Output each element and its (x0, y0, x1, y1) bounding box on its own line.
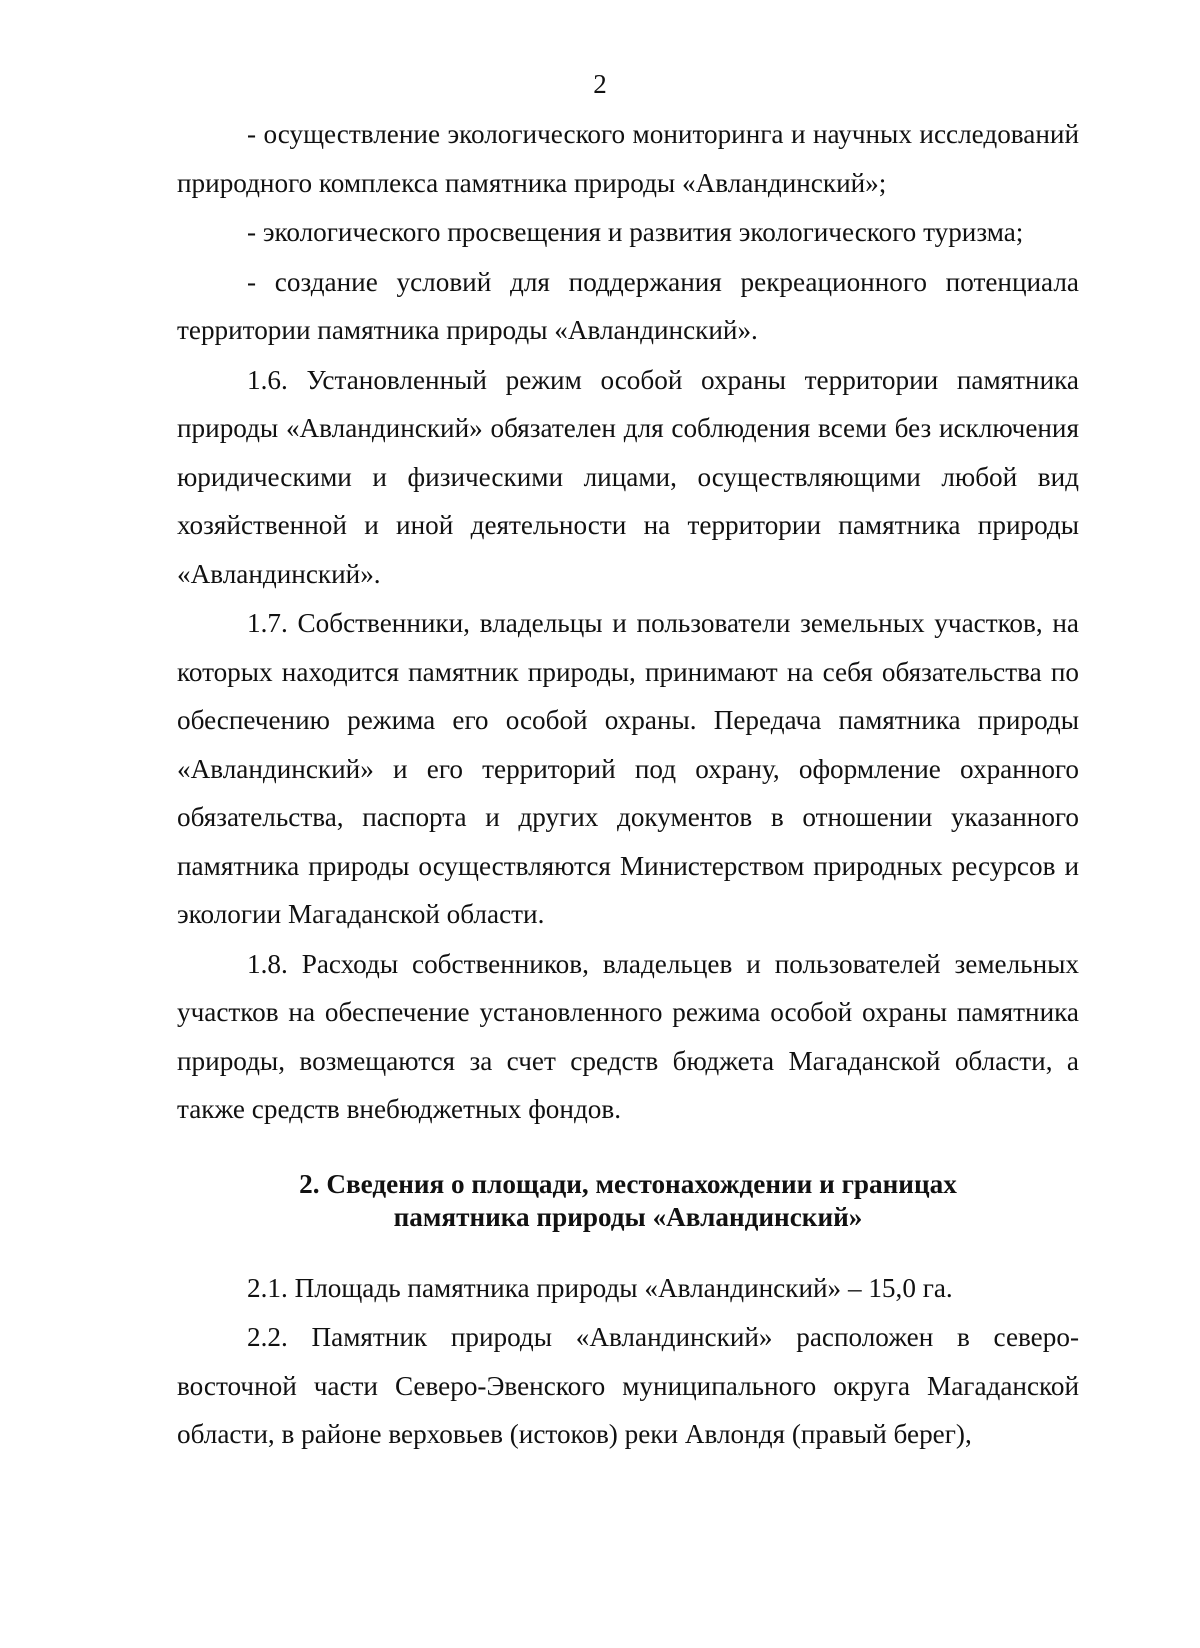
page-number: 2 (593, 69, 607, 99)
section-2-heading (177, 1168, 1079, 1234)
paragraph-1-7: 1.7. Собственники, владельцы и пользователи земельных участков, на которых находится памятник природы, принимают на себя обязательства по обеспечению режима его особой охраны. Передача памятника природы «Авландинский» и его территорий под охрану, оформление охранного обязательства, паспорта и других документов в отношении указанного памятника природы осуществляются Министерством природных ресурсов и экологии Магаданской области. (177, 608, 1079, 929)
paragraph-2-1: 2.1. Площадь памятника природы «Авландинский» – 15,0 га. (247, 1272, 953, 1303)
section-2-heading-line-1: 2. Сведения о площади, местонахождении и границах (299, 1168, 957, 1199)
paragraph-education: - экологического просвещения и развития экологического туризма; (247, 217, 1024, 247)
section-2-heading-line-2: памятника природы «Авландинский» (393, 1201, 863, 1232)
paragraph-recreation: - создание условий для поддержания рекреационного потенциала территории памятника природы «Авландинский». (177, 266, 1079, 345)
paragraph-1-6: 1.6. Установленный режим особой охраны территории памятника природы «Авландинский» обязателен для соблюдения всеми без исключения юридическими и физическими лицами, осуществляющими любой вид хозяйственной и иной деятельности на территории памятника природы «Авландинский». (177, 364, 1079, 589)
paragraph-1-8: 1.8. Расходы собственников, владельцев и пользователей земельных участков на обеспечение установленного режима особой охраны памятника природы, возмещаются за счет средств бюджета Магаданской области, а также средств внебюджетных фондов. (177, 948, 1079, 1124)
paragraph-2-2: 2.2. Памятник природы «Авландинский» расположен в северо-восточной части Северо-Эвенского муниципального округа Магаданской области, в районе верховьев (истоков) реки Авлондя (правый берег), (177, 1322, 1079, 1449)
paragraph-monitoring: - осуществление экологического мониторинга и научных исследований природного комплекса памятника природы «Авландинский»; (177, 119, 1079, 198)
document-body (177, 110, 1079, 1459)
